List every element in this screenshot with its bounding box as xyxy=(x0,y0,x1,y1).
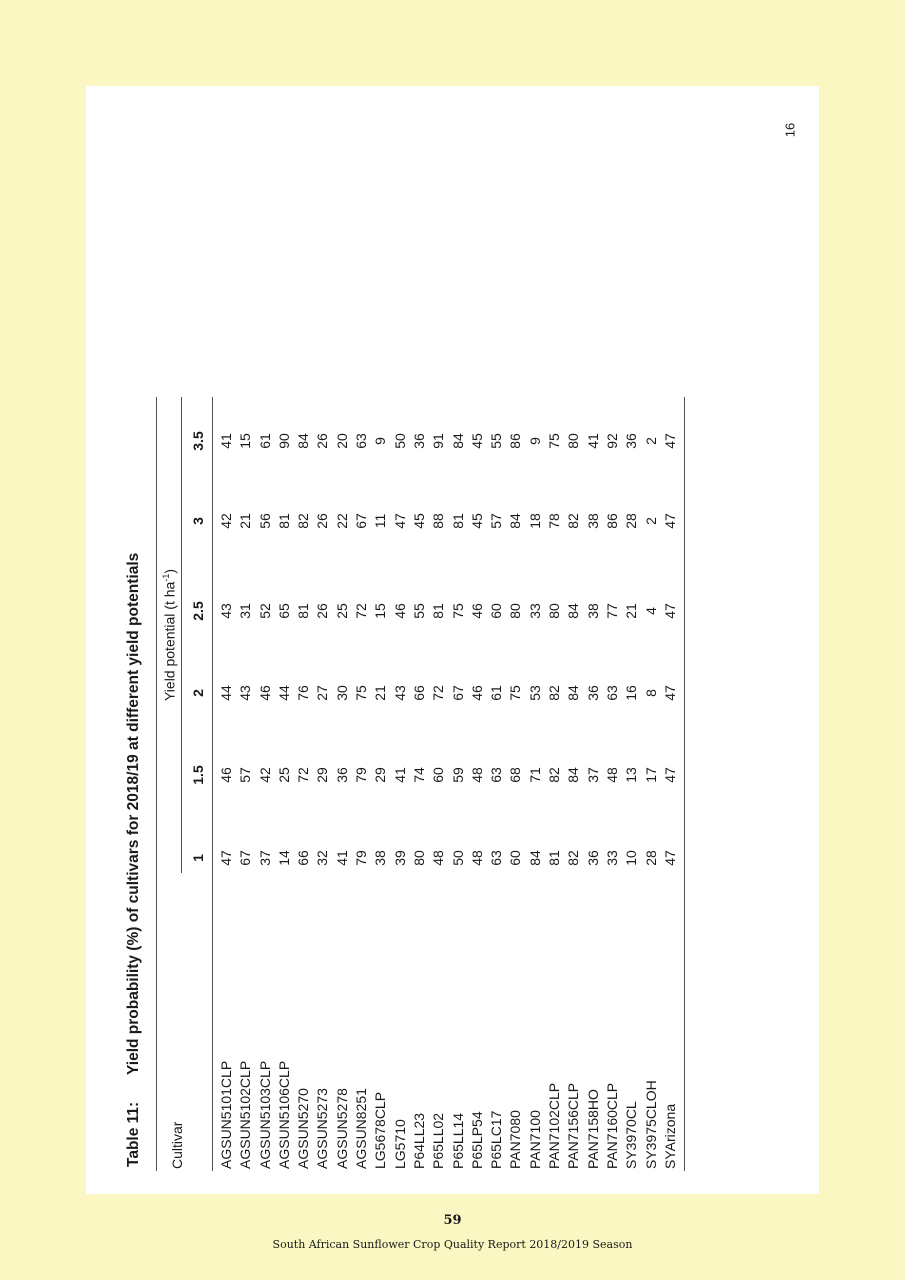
probability-cell: 53 xyxy=(526,685,543,701)
table-caption xyxy=(125,387,143,1167)
cultivar-name: AGSUN5106CLP xyxy=(275,1060,292,1169)
column-header: 2 xyxy=(190,689,206,697)
table-row xyxy=(603,397,622,1171)
probability-cell: 86 xyxy=(507,433,524,449)
table-row xyxy=(371,397,390,1171)
probability-cell: 9 xyxy=(372,437,389,445)
probability-cell: 55 xyxy=(488,433,505,449)
probability-cell: 9 xyxy=(526,437,543,445)
table-row xyxy=(294,397,313,1171)
probability-cell: 45 xyxy=(468,433,485,449)
probability-cell: 84 xyxy=(565,767,582,783)
table-row xyxy=(333,397,352,1171)
probability-cell: 37 xyxy=(256,850,273,866)
table-row xyxy=(506,397,525,1171)
probability-cell: 47 xyxy=(661,850,678,866)
probability-cell: 22 xyxy=(333,513,350,529)
table-row xyxy=(642,397,661,1171)
probability-cell: 44 xyxy=(275,685,292,701)
table-row xyxy=(391,397,410,1171)
probability-cell: 66 xyxy=(295,850,312,866)
probability-cell: 47 xyxy=(661,685,678,701)
probability-cell: 47 xyxy=(218,850,234,866)
probability-cell: 82 xyxy=(565,850,582,866)
probability-cell: 28 xyxy=(642,850,659,866)
table-row xyxy=(313,397,332,1171)
probability-cell: 48 xyxy=(468,767,485,783)
probability-cell: 63 xyxy=(488,767,505,783)
table-row xyxy=(352,397,371,1171)
probability-cell: 75 xyxy=(449,603,466,619)
probability-cell: 59 xyxy=(449,767,466,783)
probability-cell: 56 xyxy=(256,513,273,529)
probability-cell: 31 xyxy=(237,603,254,619)
probability-cell: 2 xyxy=(642,517,659,525)
probability-cell: 61 xyxy=(488,685,505,701)
probability-cell: 14 xyxy=(275,850,292,866)
probability-cell: 88 xyxy=(430,513,447,529)
probability-cell: 36 xyxy=(623,433,640,449)
probability-cell: 66 xyxy=(410,685,427,701)
probability-cell: 17 xyxy=(642,767,659,783)
probability-cell: 63 xyxy=(353,433,370,449)
probability-cell: 46 xyxy=(218,767,234,783)
rotated-table-block xyxy=(125,383,685,1183)
probability-cell: 75 xyxy=(353,685,370,701)
probability-cell: 27 xyxy=(314,685,331,701)
probability-cell: 60 xyxy=(430,767,447,783)
probability-cell: 28 xyxy=(623,513,640,529)
probability-cell: 63 xyxy=(488,850,505,866)
table-row xyxy=(217,397,236,1171)
probability-cell: 48 xyxy=(603,767,620,783)
probability-cell: 47 xyxy=(661,433,678,449)
table-row xyxy=(256,397,275,1171)
probability-cell: 80 xyxy=(507,603,524,619)
probability-cell: 25 xyxy=(275,767,292,783)
probability-cell: 41 xyxy=(391,767,408,783)
probability-cell: 84 xyxy=(526,850,543,866)
footer-report-title: South African Sunflower Crop Quality Report 2018/2019 Season xyxy=(272,1238,633,1251)
probability-cell: 29 xyxy=(372,767,389,783)
probability-cell: 13 xyxy=(623,767,640,783)
probability-cell: 26 xyxy=(314,513,331,529)
probability-cell: 44 xyxy=(218,685,234,701)
probability-cell: 43 xyxy=(391,685,408,701)
probability-cell: 38 xyxy=(584,603,601,619)
yield-potential-header: Yield potential (t $ha^{-1}$) xyxy=(161,568,178,702)
cultivar-name: PAN7158HO xyxy=(584,1089,601,1169)
probability-cell: 47 xyxy=(661,603,678,619)
table-row xyxy=(468,397,487,1171)
probability-cell: 80 xyxy=(546,603,563,619)
probability-cell: 29 xyxy=(314,767,331,783)
probability-cell: 67 xyxy=(353,513,370,529)
probability-cell: 46 xyxy=(468,685,485,701)
cultivar-name: SY3975CLOH xyxy=(642,1080,659,1169)
probability-cell: 82 xyxy=(546,685,563,701)
probability-cell: 45 xyxy=(468,513,485,529)
probability-cell: 48 xyxy=(468,850,485,866)
cultivar-name: AGSUN8251 xyxy=(353,1088,370,1169)
table-row xyxy=(487,397,506,1171)
probability-cell: 91 xyxy=(430,433,447,449)
probability-cell: 84 xyxy=(449,433,466,449)
probability-cell: 60 xyxy=(488,603,505,619)
probability-cell: 43 xyxy=(237,685,254,701)
probability-cell: 43 xyxy=(218,603,234,619)
probability-cell: 72 xyxy=(353,603,370,619)
probability-cell: 57 xyxy=(488,513,505,529)
probability-cell: 92 xyxy=(603,433,620,449)
probability-cell: 86 xyxy=(603,513,620,529)
probability-cell: 25 xyxy=(333,603,350,619)
cultivar-name: PAN7100 xyxy=(526,1110,543,1169)
probability-cell: 36 xyxy=(584,685,601,701)
cultivar-name: LG5710 xyxy=(391,1119,408,1169)
yield-header-rule xyxy=(181,397,182,873)
cultivar-name: AGSUN5270 xyxy=(295,1088,312,1169)
probability-cell: 41 xyxy=(218,433,234,449)
probability-cell: 60 xyxy=(507,850,524,866)
table-row xyxy=(584,397,603,1171)
probability-cell: 2 xyxy=(642,437,659,445)
cultivar-name: PAN7156CLP xyxy=(565,1082,582,1169)
probability-cell: 65 xyxy=(275,603,292,619)
probability-cell: 38 xyxy=(584,513,601,529)
probability-cell: 21 xyxy=(372,685,389,701)
probability-cell: 15 xyxy=(237,433,254,449)
probability-cell: 76 xyxy=(295,685,312,701)
cultivar-name: LG5678CLP xyxy=(372,1091,389,1169)
probability-cell: 36 xyxy=(333,767,350,783)
probability-cell: 72 xyxy=(430,685,447,701)
probability-cell: 16 xyxy=(623,685,640,701)
probability-cell: 79 xyxy=(353,850,370,866)
probability-cell: 48 xyxy=(430,850,447,866)
table-row xyxy=(622,397,641,1171)
probability-cell: 61 xyxy=(256,433,273,449)
probability-cell: 57 xyxy=(237,767,254,783)
probability-cell: 26 xyxy=(314,603,331,619)
probability-cell: 36 xyxy=(410,433,427,449)
probability-cell: 72 xyxy=(295,767,312,783)
probability-cell: 42 xyxy=(218,513,234,529)
table-row xyxy=(526,397,545,1171)
probability-cell: 79 xyxy=(353,767,370,783)
probability-cell: 21 xyxy=(237,513,254,529)
probability-cell: 67 xyxy=(449,685,466,701)
probability-cell: 41 xyxy=(584,433,601,449)
probability-cell: 33 xyxy=(603,850,620,866)
cultivar-name: PAN7160CLP xyxy=(603,1082,620,1169)
table-row xyxy=(275,397,294,1171)
probability-cell: 38 xyxy=(372,850,389,866)
page-marker: 16 xyxy=(782,122,798,138)
cultivar-name: PAN7080 xyxy=(507,1110,524,1169)
probability-cell: 84 xyxy=(295,433,312,449)
table-row xyxy=(410,397,429,1171)
table-row xyxy=(429,397,448,1171)
header-bottom-rule xyxy=(212,397,213,1171)
probability-cell: 47 xyxy=(661,767,678,783)
probability-cell: 82 xyxy=(565,513,582,529)
column-header: 3 xyxy=(190,517,206,525)
probability-cell: 33 xyxy=(526,603,543,619)
probability-cell: 80 xyxy=(565,433,582,449)
probability-cell: 11 xyxy=(372,513,389,529)
cultivar-name: AGSUN5102CLP xyxy=(237,1060,254,1169)
column-header: 1 xyxy=(190,854,206,862)
probability-cell: 71 xyxy=(526,767,543,783)
probability-cell: 77 xyxy=(603,603,620,619)
probability-cell: 36 xyxy=(584,850,601,866)
cultivar-header: Cultivar xyxy=(169,1121,185,1169)
cultivar-name: AGSUN5278 xyxy=(333,1088,350,1169)
probability-cell: 75 xyxy=(507,685,524,701)
probability-cell: 52 xyxy=(256,603,273,619)
probability-cell: 55 xyxy=(410,603,427,619)
probability-cell: 46 xyxy=(391,603,408,619)
probability-cell: 8 xyxy=(642,689,659,697)
column-header: 2.5 xyxy=(190,601,206,621)
probability-cell: 15 xyxy=(372,603,389,619)
probability-cell: 81 xyxy=(295,603,312,619)
probability-cell: 74 xyxy=(410,767,427,783)
cultivar-name: SY3970CL xyxy=(623,1101,640,1169)
probability-cell: 84 xyxy=(507,513,524,529)
probability-cell: 21 xyxy=(623,603,640,619)
probability-cell: 20 xyxy=(333,433,350,449)
table-row xyxy=(545,397,564,1171)
cultivar-name: AGSUN5103CLP xyxy=(256,1060,273,1169)
probability-cell: 39 xyxy=(391,850,408,866)
cultivar-name: P65LL02 xyxy=(430,1112,447,1169)
probability-cell: 37 xyxy=(584,767,601,783)
probability-cell: 81 xyxy=(449,513,466,529)
footer-page-number: 59 xyxy=(443,1213,462,1228)
cultivar-name: P65LC17 xyxy=(488,1110,505,1169)
cultivar-name: P64LL23 xyxy=(410,1112,427,1169)
probability-cell: 42 xyxy=(256,767,273,783)
cultivar-name: SYArizona xyxy=(661,1103,678,1169)
column-header: 3.5 xyxy=(190,431,206,451)
probability-cell: 82 xyxy=(546,767,563,783)
probability-cell: 81 xyxy=(546,850,563,866)
cultivar-name: P65LP54 xyxy=(468,1111,485,1169)
probability-cell: 41 xyxy=(333,850,350,866)
table-row xyxy=(449,397,468,1171)
probability-cell: 84 xyxy=(565,603,582,619)
cultivar-name: AGSUN5101CLP xyxy=(218,1060,234,1169)
probability-cell: 47 xyxy=(661,513,678,529)
column-header: 1.5 xyxy=(190,765,206,785)
table-top-rule xyxy=(156,397,157,1171)
cultivar-name: PAN7102CLP xyxy=(546,1082,563,1169)
probability-cell: 63 xyxy=(603,685,620,701)
probability-cell: 10 xyxy=(623,850,640,866)
probability-cell: 30 xyxy=(333,685,350,701)
probability-cell: 45 xyxy=(410,513,427,529)
probability-cell: 50 xyxy=(449,850,466,866)
probability-cell: 90 xyxy=(275,433,292,449)
probability-cell: 67 xyxy=(237,850,254,866)
table-row xyxy=(564,397,583,1171)
probability-cell: 80 xyxy=(410,850,427,866)
probability-cell: 82 xyxy=(295,513,312,529)
probability-cell: 47 xyxy=(391,513,408,529)
table-body xyxy=(217,397,680,1171)
probability-cell: 46 xyxy=(256,685,273,701)
probability-cell: 68 xyxy=(507,767,524,783)
cultivar-name: AGSUN5273 xyxy=(314,1088,331,1169)
probability-cell: 81 xyxy=(275,513,292,529)
table-bottom-rule xyxy=(684,397,685,1171)
probability-cell: 81 xyxy=(430,603,447,619)
table-label: Table 11: xyxy=(125,1101,142,1167)
table-title: Yield probability (%) of cultivars for 2018/19 at different yield potentials xyxy=(125,552,142,1075)
probability-cell: 46 xyxy=(468,603,485,619)
cultivar-name: P65LL14 xyxy=(449,1112,466,1169)
probability-cell: 26 xyxy=(314,433,331,449)
probability-cell: 78 xyxy=(546,513,563,529)
table-row xyxy=(661,397,680,1171)
table-row xyxy=(236,397,255,1171)
probability-cell: 75 xyxy=(546,433,563,449)
probability-cell: 18 xyxy=(526,513,543,529)
probability-cell: 50 xyxy=(391,433,408,449)
probability-cell: 84 xyxy=(565,685,582,701)
probability-cell: 4 xyxy=(642,607,659,615)
probability-cell: 32 xyxy=(314,850,331,866)
